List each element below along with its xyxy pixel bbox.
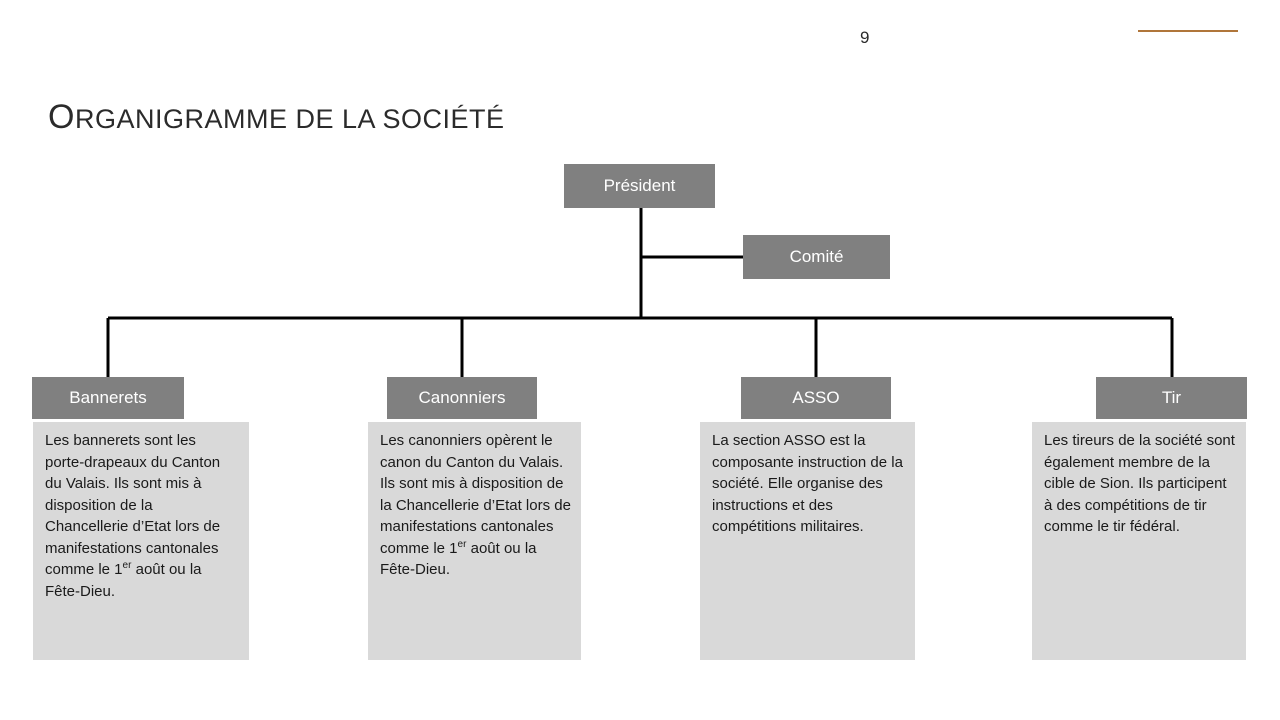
node-tir-label: Tir	[1161, 387, 1182, 407]
node-tir-description	[1032, 422, 1246, 660]
node-bannerets-label: Bannerets	[69, 387, 147, 407]
canonniers-sup: er	[457, 538, 467, 550]
node-bannerets-header[interactable]	[32, 377, 184, 419]
canonniers-text-a: Les canonniers opèrent le canon du Canton du Valais. Ils sont mis à disposition de la Chancellerie d’Etat lors de manifestations cantonales comme le 1	[380, 432, 571, 557]
node-bannerets-description	[33, 422, 249, 660]
page-title-rest: RGANIGRAMME DE LA SOCIÉTÉ	[74, 104, 505, 134]
node-comite[interactable]	[743, 235, 890, 279]
bannerets-sup: er	[122, 560, 132, 571]
node-canonniers-description	[368, 422, 581, 660]
node-asso-description	[700, 422, 915, 660]
node-president-label: Président	[603, 175, 676, 195]
bannerets-text-a: Les bannerets sont les porte-drapeaux du Canton du Valais. Ils sont mis à disposition de la Chancellerie d’Etat lors de manifestations cantonales comme le 1	[45, 432, 221, 578]
node-canonniers-label: Canonniers	[418, 387, 506, 407]
node-canonniers-header[interactable]	[387, 377, 537, 419]
tir-text-a: Les tireurs de la société sont également membre de la cible de Sion. Ils participent à des compétitions de tir comme le tir fédéral.	[1044, 432, 1235, 535]
page-title-lead: O	[48, 98, 75, 136]
node-comite-label: Comité	[789, 246, 844, 266]
accent-rule	[1138, 30, 1238, 32]
bannerets-text-b: août ou la Fête-Dieu.	[45, 561, 202, 600]
node-asso-header[interactable]	[741, 377, 891, 419]
page-title	[48, 98, 505, 137]
canonniers-text-b: août ou la Fête-Dieu.	[380, 539, 537, 578]
page-number: 9	[860, 28, 870, 47]
node-president[interactable]	[564, 164, 715, 208]
node-tir-header[interactable]	[1096, 377, 1247, 419]
asso-text-a: La section ASSO est la composante instruction de la société. Elle organise des instructions et des compétitions militaires.	[712, 432, 903, 535]
node-asso-label: ASSO	[792, 387, 840, 407]
